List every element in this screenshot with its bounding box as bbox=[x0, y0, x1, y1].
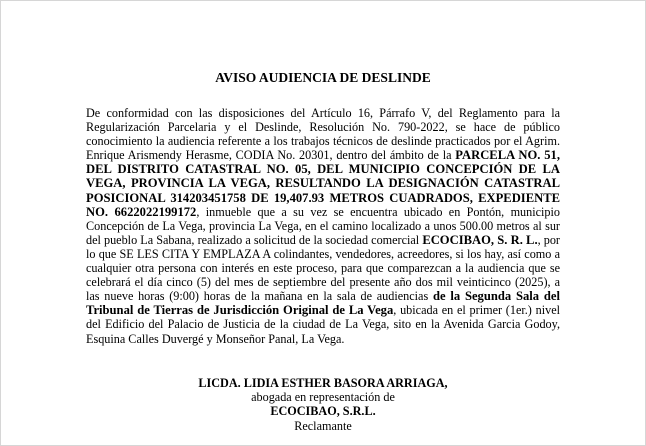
body-text-part-1: De conformidad con las disposiciones del Artículo 16, Párrafo V, del Reglamento para la Regularización Parcelaria y el Deslinde, Resolución No. 790-2022, se hace de público conocimiento la audiencia referente a los trabajos técnicos de deslinde practicados por el Agrim. Enrique Arismendy Herasme, CODIA No. 20301, dentro del ámbito de la bbox=[86, 106, 560, 163]
notice-body bbox=[86, 106, 560, 346]
party-label: Reclamante bbox=[294, 418, 352, 433]
company-name: ECOCIBAO, S. R. L. bbox=[422, 232, 538, 247]
signatory-role: abogada en representación de bbox=[251, 390, 395, 405]
notice-title: AVISO AUDIENCIA DE DESLINDE bbox=[215, 70, 431, 85]
body-text-part-2: , inmueble que a su vez se encuentra ubicado en Pontón, municipio Concepción de La Vega, provincia La Vega, en el camino localizado a unos 500.00 metros al sur del pueblo La Sabana, realizado a solicitud de la sociedad comercial bbox=[86, 204, 561, 247]
signatory-name: LICDA. LIDIA ESTHER BASORA ARRIAGA, bbox=[198, 376, 448, 390]
court-name: de la Segunda Sala del Tribunal de Tierras de Jurisdicción Original de La Vega bbox=[86, 289, 560, 318]
represented-company: ECOCIBAO, S.R.L. bbox=[270, 404, 376, 419]
signature-block bbox=[0, 376, 646, 433]
body-text-part-4: , ubicada en el primer (1er.) nivel del Edificio del Palacio de Justicia de la ciudad de La Vega, sito en la Avenida Garcia Godoy, Esquina Calles Duvergé y Monseñor Panal, La Vega. bbox=[86, 303, 560, 346]
body-text-part-3: , por lo que SE LES CITA Y EMPLAZA A colindantes, vendedores, acreedores, si los hay, así como a cualquier otra persona con interés en este proceso, para que comparezcan a la audiencia que se celebrará el día cinco (5) del mes de septiembre del presente año dos mil veinticinco (2025), a las nueve horas (9:00) horas de la mañana en la sala de audiencias bbox=[86, 232, 560, 304]
parcel-designation: PARCELA NO. 51, DEL DISTRITO CATASTRAL NO. 05, DEL MUNICIPIO CONCEPCIÓN DE LA VEGA, PROVINCIA LA VEGA, RESULTANDO LA DESIGNACIÓN CATASTRAL POSICIONAL 314203451758 DE 19,407.93 METROS CUADRADOS, EXPEDIENTE NO. 6622022199172 bbox=[86, 148, 560, 219]
